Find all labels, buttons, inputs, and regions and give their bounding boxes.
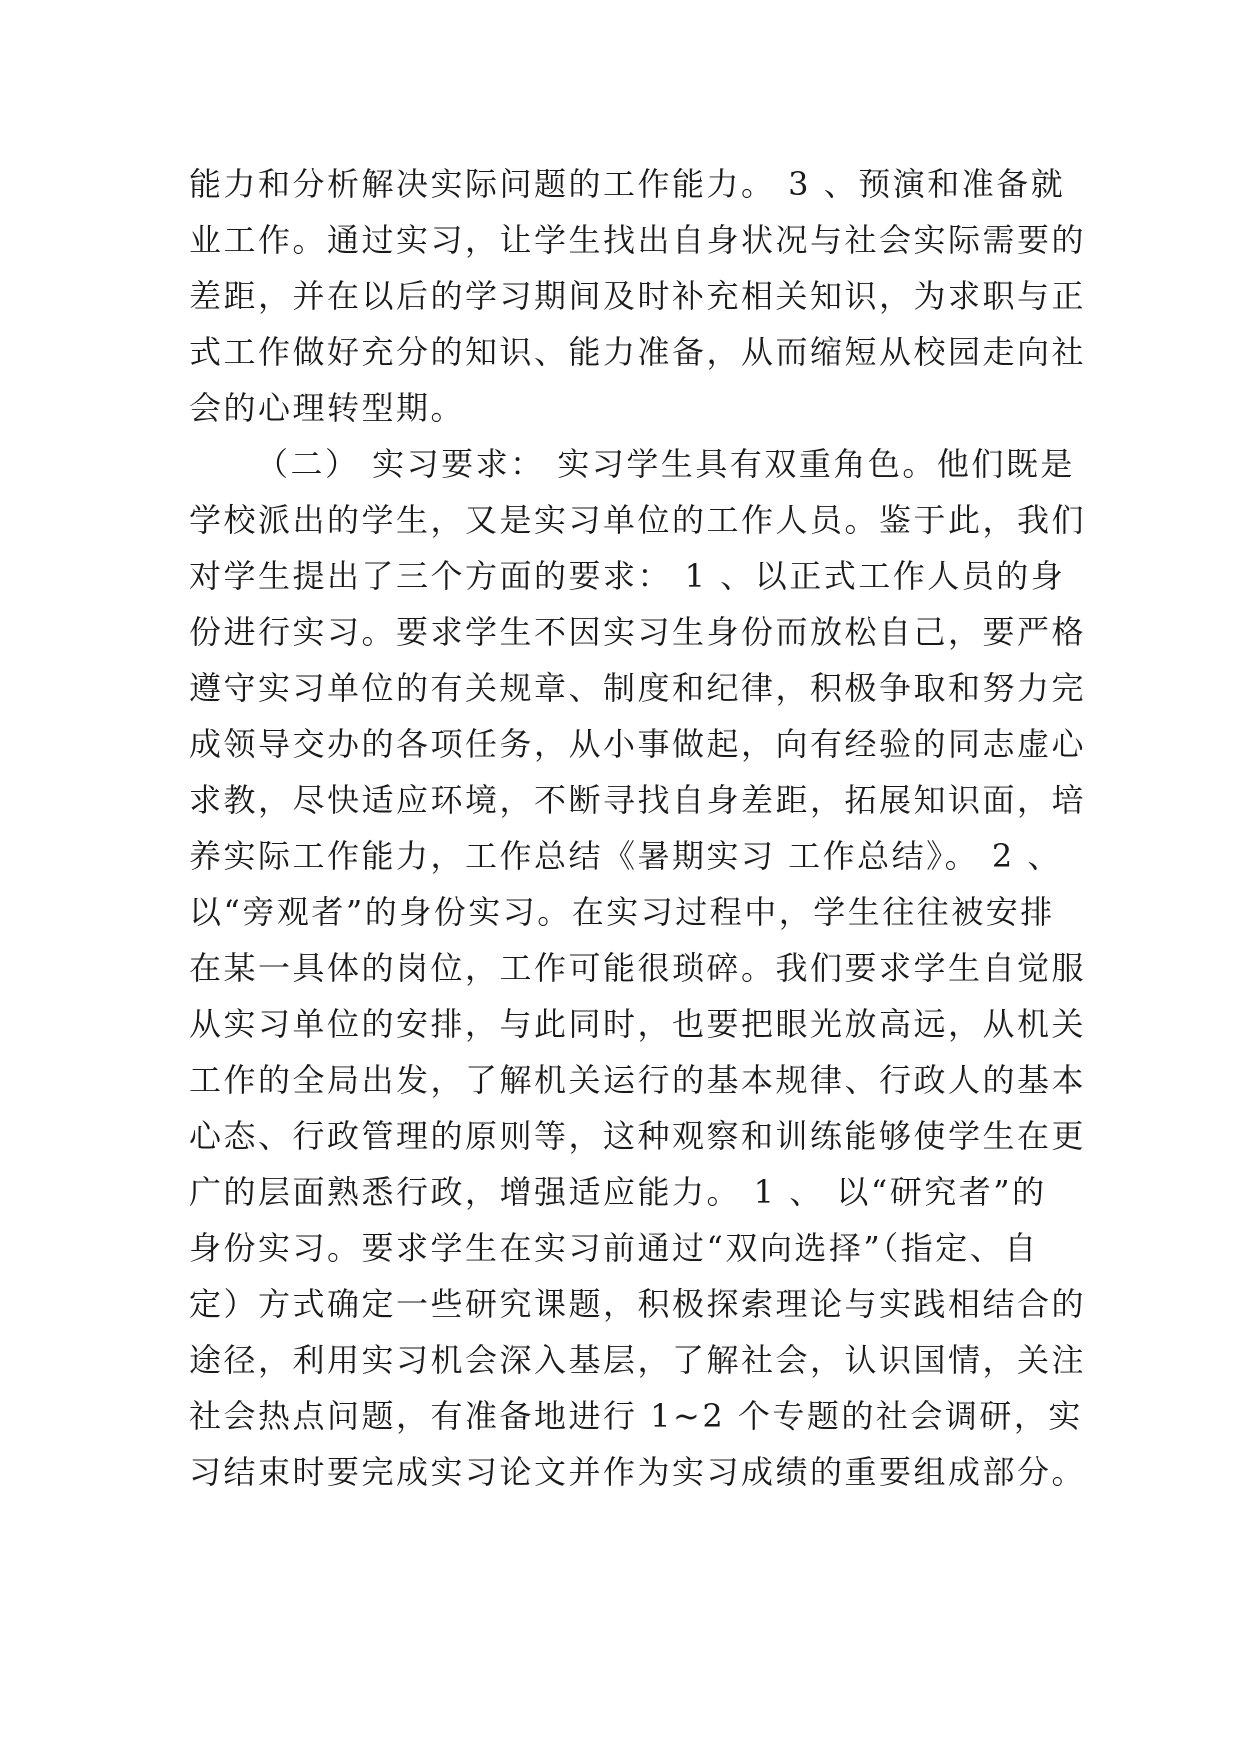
text-line: 广的层面熟悉行政，增强适应能力。 1 、 以“研究者”的 — [189, 1173, 1047, 1211]
text-line: 定）方式确定一些研究课题，积极探索理论与实践相结合的 — [189, 1285, 1087, 1323]
text-line: 遵守实习单位的有关规章、制度和纪律，积极争取和努力完 — [189, 669, 1087, 707]
text-line: 身份实习。要求学生在实习前通过“双向选择”（指定、自 — [189, 1229, 1039, 1267]
text-line: 养实际工作能力，工作总结《暑期实习 工作总结》。 2 、 — [189, 837, 1062, 875]
text-line: 心态、行政管理的原则等，这种观察和训练能够使学生在更 — [189, 1117, 1087, 1155]
text-line: 业工作。通过实习，让学生找出自身状况与社会实际需要的 — [189, 221, 1087, 259]
text-line: 学校派出的学生，又是实习单位的工作人员。鉴于此，我们 — [189, 501, 1087, 539]
text-line: 份进行实习。要求学生不因实习生身份而放松自己，要严格 — [189, 613, 1087, 651]
text-line: 对学生提出了三个方面的要求： 1 、以正式工作人员的身 — [189, 557, 1066, 595]
text-line: 工作的全局出发，了解机关运行的基本规律、行政人的基本 — [189, 1061, 1087, 1099]
text-line: 式工作做好充分的知识、能力准备，从而缩短从校园走向社 — [189, 333, 1087, 371]
text-line: 成领导交办的各项任务，从小事做起，向有经验的同志虚心 — [189, 725, 1087, 763]
text-line: 社会热点问题，有准备地进行 1~2 个专题的社会调研，实 — [189, 1397, 1083, 1435]
text-line: 求教，尽快适应环境，不断寻找自身差距，拓展知识面，培 — [189, 781, 1087, 819]
text-line: 会的心理转型期。 — [189, 389, 466, 427]
text-line: 差距，并在以后的学习期间及时补充相关知识，为求职与正 — [189, 277, 1087, 315]
text-line: 在某一具体的岗位，工作可能很琐碎。我们要求学生自觉服 — [189, 949, 1087, 987]
text-line: 习结束时要完成实习论文并作为实习成绩的重要组成部分。 — [189, 1453, 1087, 1491]
text-line: 能力和分析解决实际问题的工作能力。 3 、预演和准备就 — [189, 165, 1066, 203]
section-heading-line: （二） 实习要求： 实习学生具有双重角色。他们既是 — [256, 445, 1075, 483]
text-line: 以“旁观者”的身份实习。在实习过程中，学生往往被安排 — [189, 893, 1055, 931]
text-line: 途径，利用实习机会深入基层，了解社会，认识国情，关注 — [189, 1341, 1087, 1379]
text-line: 从实习单位的安排，与此同时，也要把眼光放高远，从机关 — [189, 1005, 1087, 1043]
